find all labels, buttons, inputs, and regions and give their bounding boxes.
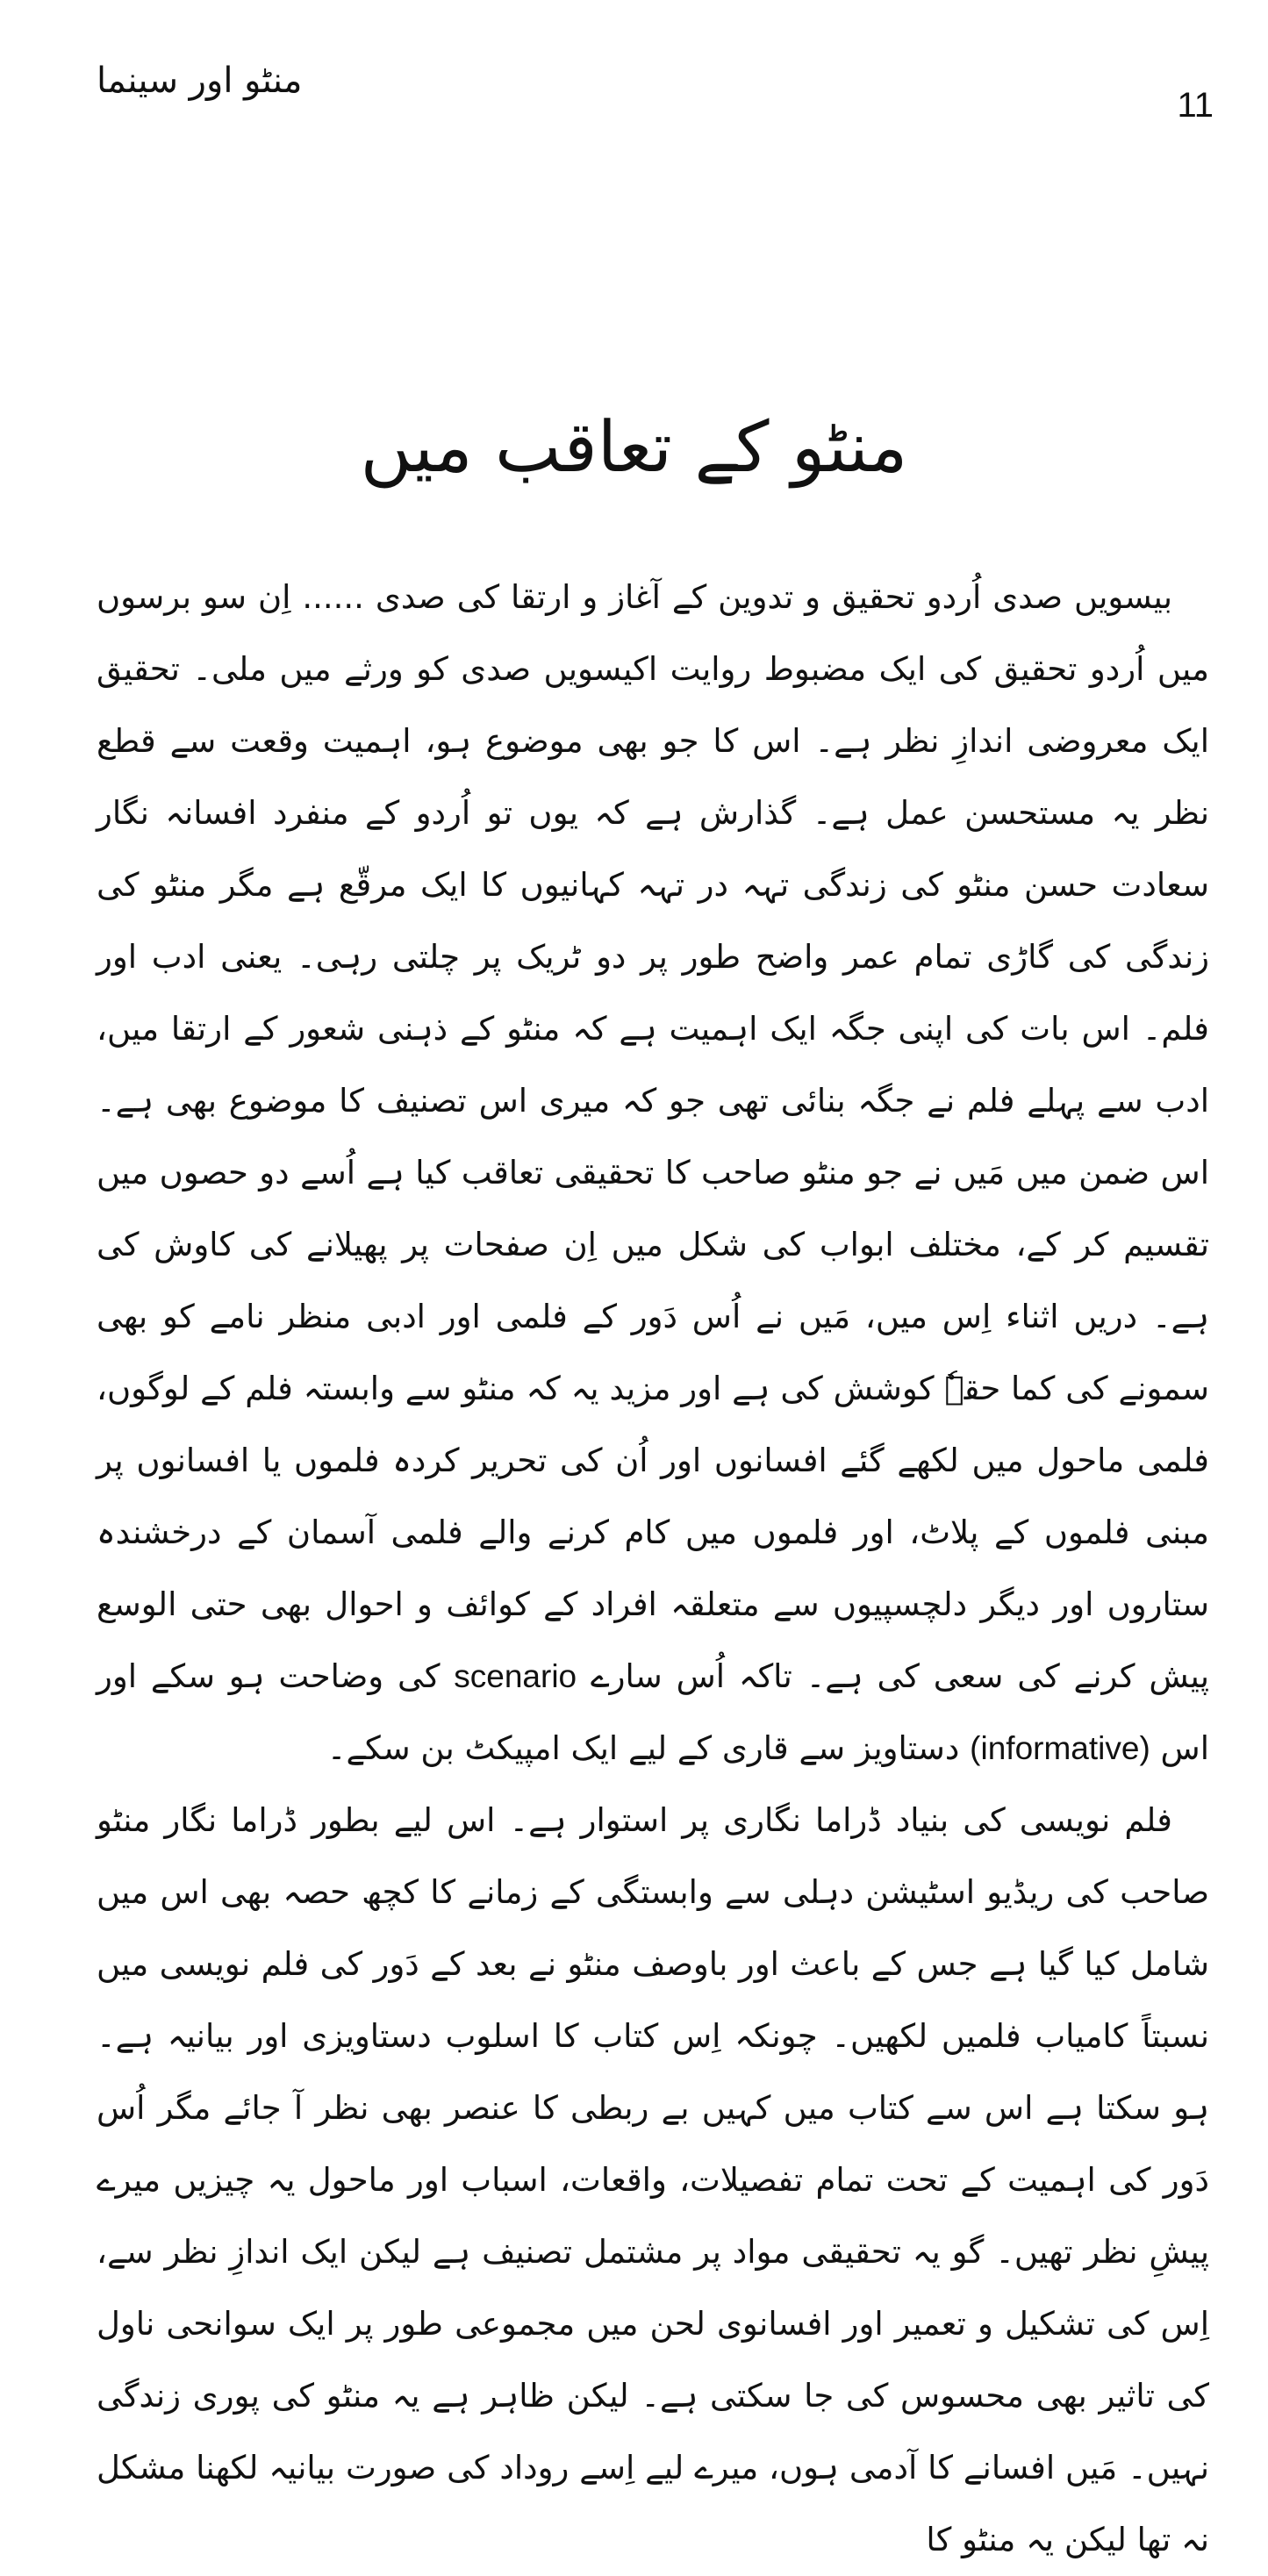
informative-term: (informative) [970,1730,1150,1766]
paragraph-1-part-a: بیسویں صدی اُردو تحقیق و تدوین کے آغاز و ارتقا کی صدی ...... اِن سو برسوں میں اُردو تحقیق کی ایک مضبوط روایت اکیسویں صدی کو ورثے میں ملی۔ تحقیق ایک معروضی اندازِ نظر ہے۔ اس کا جو بھی موضوع ہو، اہمیت وقعت سے قطع نظر یہ مستحسن عمل ہے۔ گذارش ہے کہ یوں تو اُردو کے منفرد افسانہ نگار سعادت حسن منٹو کی زندگی تہہ در تہہ کہانیوں کا ایک مرقّع ہے مگر منٹو کی زندگی کی گاڑی تمام عمر واضح طور پر دو ٹریک پر چلتی رہی۔ یعنی ادب اور فلم۔ اس بات کی اپنی جگہ ایک اہمیت ہے کہ منٹو کے ذہنی شعور کے ارتقا میں، ادب سے پہلے فلم نے جگہ بنائی تھی جو کہ میری اس تصنیف کا موضوع بھی ہے۔ اس ضمن میں مَیں نے جو منٹو صاحب کا تحقیقی تعاقب کیا ہے اُسے دو حصوں میں تقسیم کر کے، مختلف ابواب کی شکل میں اِن صفحات پر پھیلانے کی کاوش کی ہے۔ دریں اثناء اِس میں، مَیں نے اُس دَور کے فلمی اور ادبی منظر نامے کو بھی سمونے کی کما حقہٗ کوشش کی ہے اور مزید یہ کہ منٹو سے وابستہ فلم کے لوگوں، فلمی ماحول میں لکھے گئے افسانوں اور اُن کی تحریر کردہ فلموں یا افسانوں پر مبنی فلموں کے پلاٹ، اور فلموں میں کام کرنے والے فلمی آسمان کے درخشندہ ستاروں اور دیگر دلچسپیوں سے متعلقہ افراد کے کوائف و احوال بھی حتی الوسع پیش کرنے کی سعی کی ہے۔ تاکہ اُس سارے [97,578,1209,1695]
paragraph-1-part-c: دستاویز سے قاری کے لیے ایک امپیکٹ بن سکے۔ [326,1729,960,1767]
page-number: 11 [1177,86,1214,125]
paragraph-2: فلم نویسی کی بنیاد ڈراما نگاری پر استوار ہے۔ اس لیے بطور ڈراما نگار منٹو صاحب کی ریڈیو اسٹیشن دہلی سے وابستگی کے زمانے کا کچھ حصہ بھی اس میں شامل کیا گیا ہے جس کے باعث اور باوصف منٹو نے بعد کے دَور کی فلم نویسی میں نسبتاً کامیاب فلمیں لکھیں۔ چونکہ اِس کتاب کا اسلوب دستاویزی اور بیانیہ ہے۔ ہو سکتا ہے اس سے کتاب میں کہیں بے ربطی کا عنصر بھی نظر آ جائے مگر اُس دَور کی اہمیت کے تحت تمام تفصیلات، واقعات، اسباب اور ماحول یہ چیزیں میرے پیشِ نظر تھیں۔ گو یہ تحقیقی مواد پر مشتمل تصنیف ہے لیکن ایک اندازِ نظر سے، اِس کی تشکیل و تعمیر اور افسانوی لحن میں مجموعی طور پر ایک سوانحی ناول کی تاثیر بھی محسوس کی جا سکتی ہے۔ لیکن ظاہر ہے یہ منٹو کی پوری زندگی نہیں۔ مَیں افسانے کا آدمی ہوں، میرے لیے اِسے روداد کی صورت بیانیہ لکھنا مشکل نہ تھا لیکن یہ منٹو کا [97,1801,1209,2558]
paragraph-1-part-b: کی وضاحت ہو سکے اور اس [97,1657,1209,1767]
body-text [97,562,1209,2576]
paragraph-1 [97,562,1209,1785]
running-head: منٹو اور سینما [97,61,303,101]
scenario-term: scenario [454,1658,577,1694]
chapter-title: منٹو کے تعاقب میں [360,406,908,488]
